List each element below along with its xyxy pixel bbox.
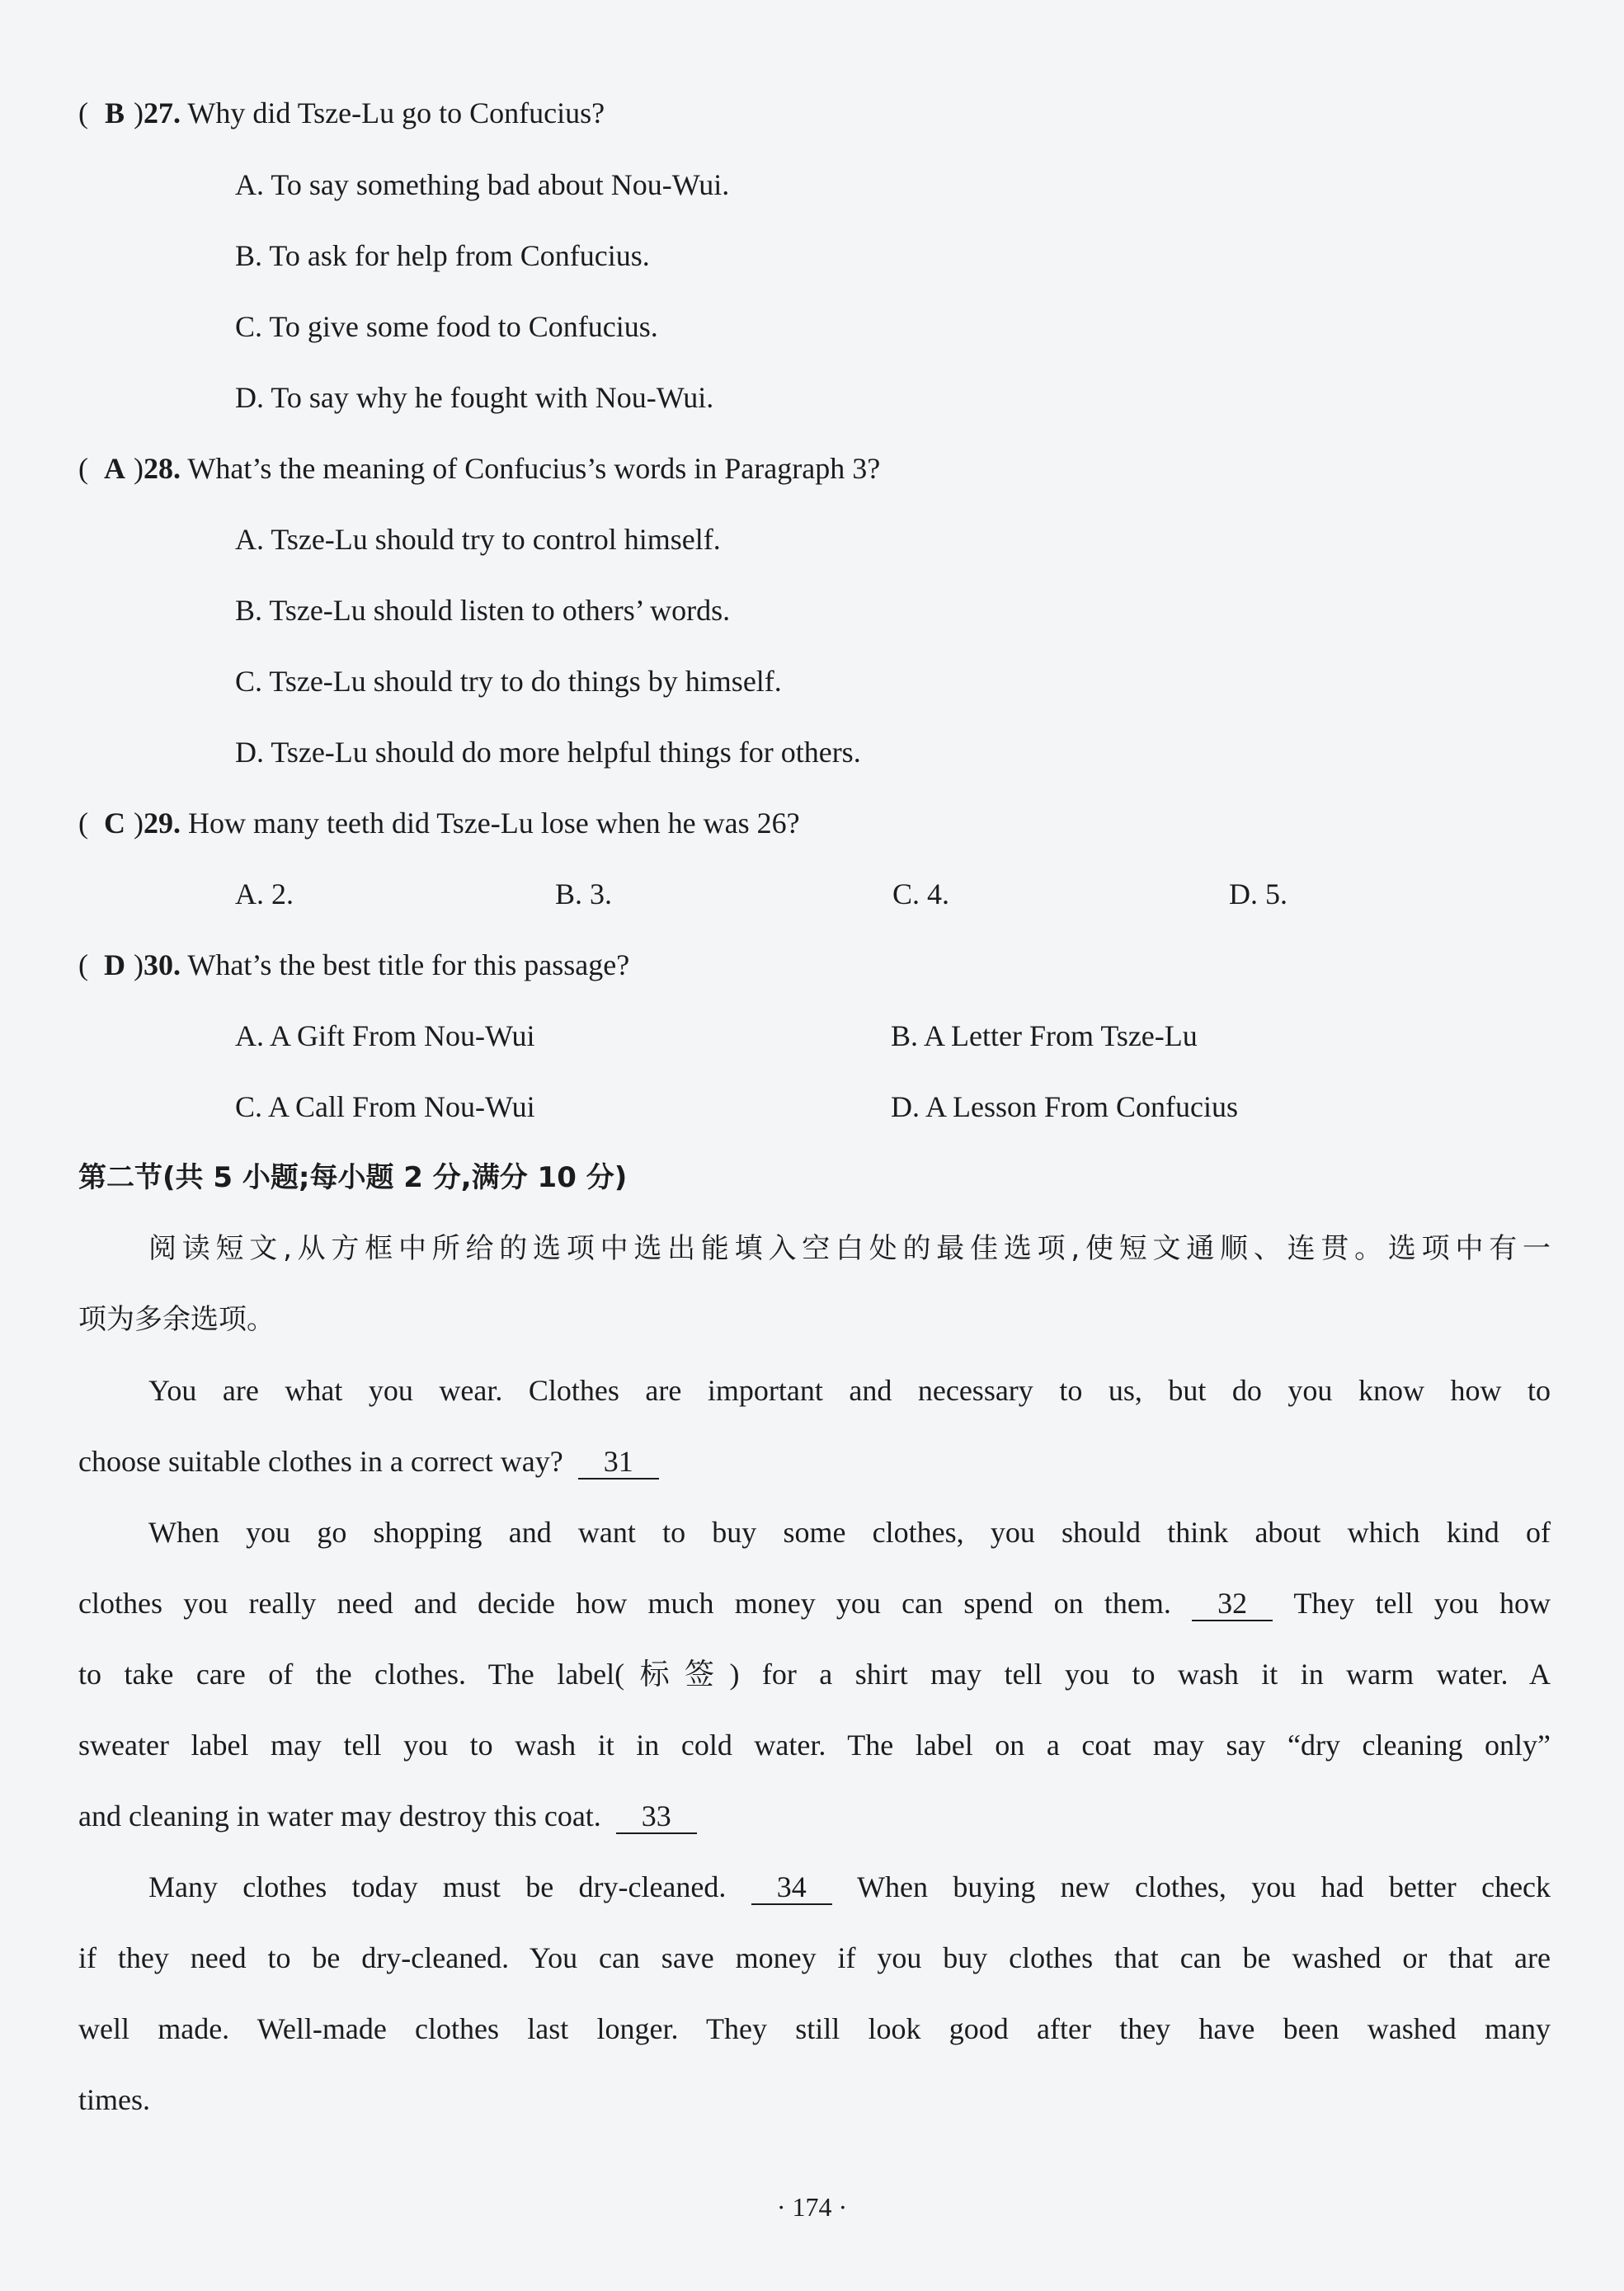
option-28-a: A. Tsze-Lu should try to control himself. [235,523,721,556]
question-number-30: 30. [144,948,181,981]
blank-31: 31 [578,1445,659,1480]
option-27-b: B. To ask for help from Confucius. [235,239,650,272]
question-number-27: 27. [144,96,181,129]
question-27: ( B )27. Why did Tsze-Lu go to Confucius? [78,96,605,129]
passage-p1-line-1: You are what you wear. Clothes are important and necessary to us, but do you know how to [148,1374,1551,1407]
passage-p3-line-3: well made. Well-made clothes last longer. They still look good after they have been washed many [78,2012,1551,2045]
page-number: · 174 · [776,2192,848,2222]
option-27-c: C. To give some food to Confucius. [235,310,658,343]
passage-p3-line-4: times. [78,2083,150,2116]
question-30-text: What’s the best title for this passage? [187,948,630,981]
question-27-text: Why did Tsze-Lu go to Confucius? [187,96,605,129]
option-27-d: D. To say why he fought with Nou-Wui. [235,381,714,414]
passage-p2-line-5 [78,1798,697,1834]
question-30: ( D )30. What’s the best title for this passage? [78,948,630,981]
question-28-text: What’s the meaning of Confucius’s words in Paragraph 3? [187,452,881,485]
option-30-c: C. A Call From Nou-Wui [235,1090,535,1123]
option-29-b: B. 3. [555,877,613,910]
question-29: ( C )29. How many teeth did Tsze-Lu lose when he was 26? [78,807,800,840]
blank-32: 32 [1192,1587,1273,1621]
passage-p3-line-1b: When buying new clothes, you had better check [857,1870,1551,1903]
passage-p1-line-2-text: choose suitable clothes in a correct way? [78,1445,563,1478]
passage-p2-line-2a: clothes you really need and decide how much money you can spend on them. [78,1587,1171,1620]
question-28: ( A )28. What’s the meaning of Confucius’s words in Paragraph 3? [78,452,881,485]
passage-p2-line-2b: They tell you how [1293,1587,1551,1620]
passage-p2-line-1: When you go shopping and want to buy some clothes, you should think about which kind of [148,1516,1551,1549]
blank-33: 33 [616,1799,697,1834]
passage-p3-line-2: if they need to be dry-cleaned. You can save money if you buy clothes that can be washed or that are [78,1941,1551,1974]
passage-p3-line-1a: Many clothes today must be dry-cleaned. [148,1870,727,1903]
passage-p2-line-2 [78,1585,1551,1621]
option-30-a: A. A Gift From Nou-Wui [235,1019,535,1052]
question-29-text: How many teeth did Tsze-Lu lose when he was 26? [188,807,800,840]
answer-29: C [104,807,125,840]
passage-p3-line-1 [148,1869,1551,1905]
section-2-instruction-line-1: 阅读短文,从方框中所给的选项中选出能填入空白处的最佳选项,使短文通顺、连贯。选项中有一 [148,1232,1551,1265]
option-29-d: D. 5. [1229,877,1287,910]
option-29-a: A. 2. [235,877,294,910]
answer-27: B [104,96,125,129]
question-number-29: 29. [144,807,181,840]
option-30-b: B. A Letter From Tsze-Lu [891,1019,1198,1052]
option-29-c: C. 4. [892,877,950,910]
option-30-d: D. A Lesson From Confucius [891,1090,1239,1123]
option-28-b: B. Tsze-Lu should listen to others’ words. [235,594,731,627]
section-2-instruction-line-2: 项为多余选项。 [78,1303,275,1336]
passage-p2-line-5-text: and cleaning in water may destroy this coat. [78,1799,601,1832]
answer-28: A [104,452,125,485]
answer-30: D [104,948,125,981]
blank-34: 34 [751,1870,832,1905]
option-28-c: C. Tsze-Lu should try to do things by himself. [235,665,782,698]
passage-p2-line-4: sweater label may tell you to wash it in cold water. The label on a coat may say “dry cleaning only” [78,1729,1551,1762]
passage-p1-line-2 [78,1443,659,1480]
option-27-a: A. To say something bad about Nou-Wui. [235,168,730,201]
option-28-d: D. Tsze-Lu should do more helpful things for others. [235,736,861,769]
passage-p2-line-3: to take care of the clothes. The label(标签) for a shirt may tell you to wash it in warm water. A [78,1658,1551,1691]
question-number-28: 28. [144,452,181,485]
section-2-title: 第二节(共 5 小题;每小题 2 分,满分 10 分) [78,1161,628,1194]
